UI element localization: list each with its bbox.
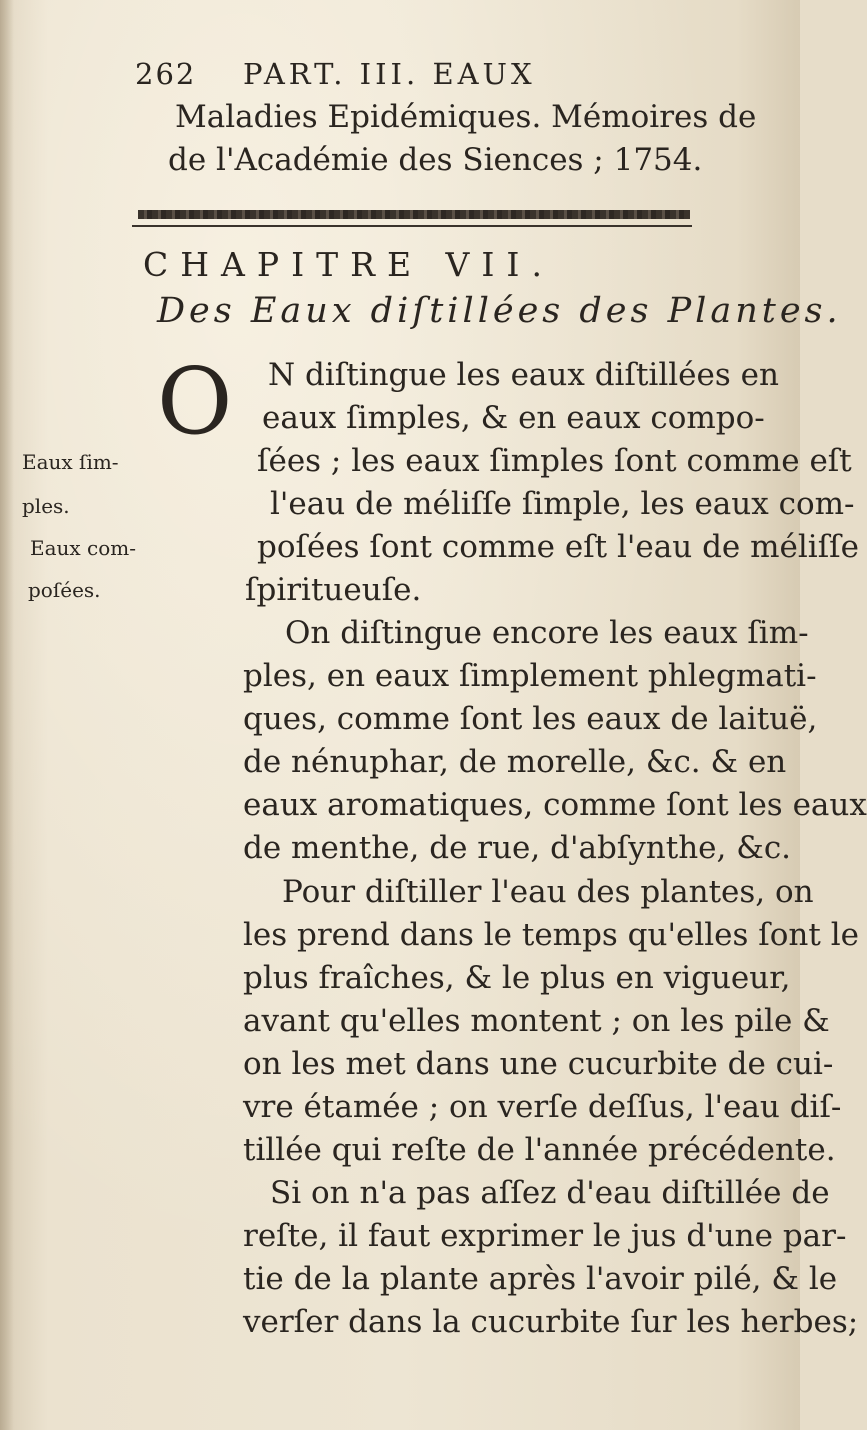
body-line: ques, comme ſont les eaux de laituë, — [243, 701, 818, 737]
body-line: de menthe, de rue, d'abſynthe, &c. — [243, 830, 792, 866]
body-line: avant qu'elles montent ; on les pile & — [243, 1003, 830, 1039]
body-line: poſées ſont comme eſt l'eau de méliſſe — [257, 529, 859, 565]
body-line: tie de la plante après l'avoir pilé, & le — [243, 1261, 838, 1297]
chapter-subtitle: Des Eaux diſtillées des Plantes. — [157, 291, 842, 331]
intro-line: de l'Académie des Siences ; 1754. — [168, 142, 703, 178]
body-line: les prend dans le temps qu'elles ſont le — [243, 917, 859, 953]
margin-note: poſées. — [28, 578, 101, 602]
running-title: PART. III. EAUX — [243, 57, 536, 91]
body-line: l'eau de méliſſe ſimple, les eaux com- — [270, 486, 855, 522]
body-line: plus fraîches, & le plus en vigueur, — [243, 960, 791, 996]
body-line: ples, en eaux ſimplement phlegmati- — [243, 658, 817, 694]
running-header — [135, 57, 695, 97]
body-line: eaux ſimples, & en eaux compo- — [262, 400, 765, 436]
body-line: verſer dans la cucurbite ſur les herbes; — [243, 1304, 859, 1340]
margin-note: Eaux ſim- — [22, 450, 119, 474]
margin-note: ples. — [22, 494, 70, 518]
body-line: on les met dans une cucurbite de cui- — [243, 1046, 834, 1082]
page-number: 262 — [135, 57, 197, 91]
ornamental-rule — [138, 210, 690, 219]
body-line: ſpiritueuſe. — [245, 572, 422, 608]
divider-rule — [132, 225, 692, 227]
body-line: Pour diſtiller l'eau des plantes, on — [282, 874, 814, 910]
chapter-title: CHAPITRE VII. — [143, 245, 554, 284]
body-line: Si on n'a pas aſſez d'eau diſtillée de — [270, 1175, 830, 1211]
body-line: vre étamée ; on verſe deſſus, l'eau diſ- — [243, 1089, 842, 1125]
body-line: On diſtingue encore les eaux ſim- — [285, 615, 809, 651]
body-line: N diſtingue les eaux diſtillées en — [268, 357, 779, 393]
body-line: ſées ; les eaux ſimples ſont comme eſt — [257, 443, 852, 479]
body-line: tillée qui reſte de l'année précédente. — [243, 1132, 836, 1168]
body-line: reſte, il faut exprimer le jus d'une par- — [243, 1218, 847, 1254]
page-edge-shadow — [0, 0, 14, 1430]
body-line: de nénuphar, de morelle, &c. & en — [243, 744, 787, 780]
drop-cap: O — [157, 348, 233, 455]
margin-note: Eaux com- — [30, 536, 137, 560]
body-line: eaux aromatiques, comme ſont les eaux — [243, 787, 867, 823]
intro-line: Maladies Epidémiques. Mémoires de — [175, 99, 757, 135]
